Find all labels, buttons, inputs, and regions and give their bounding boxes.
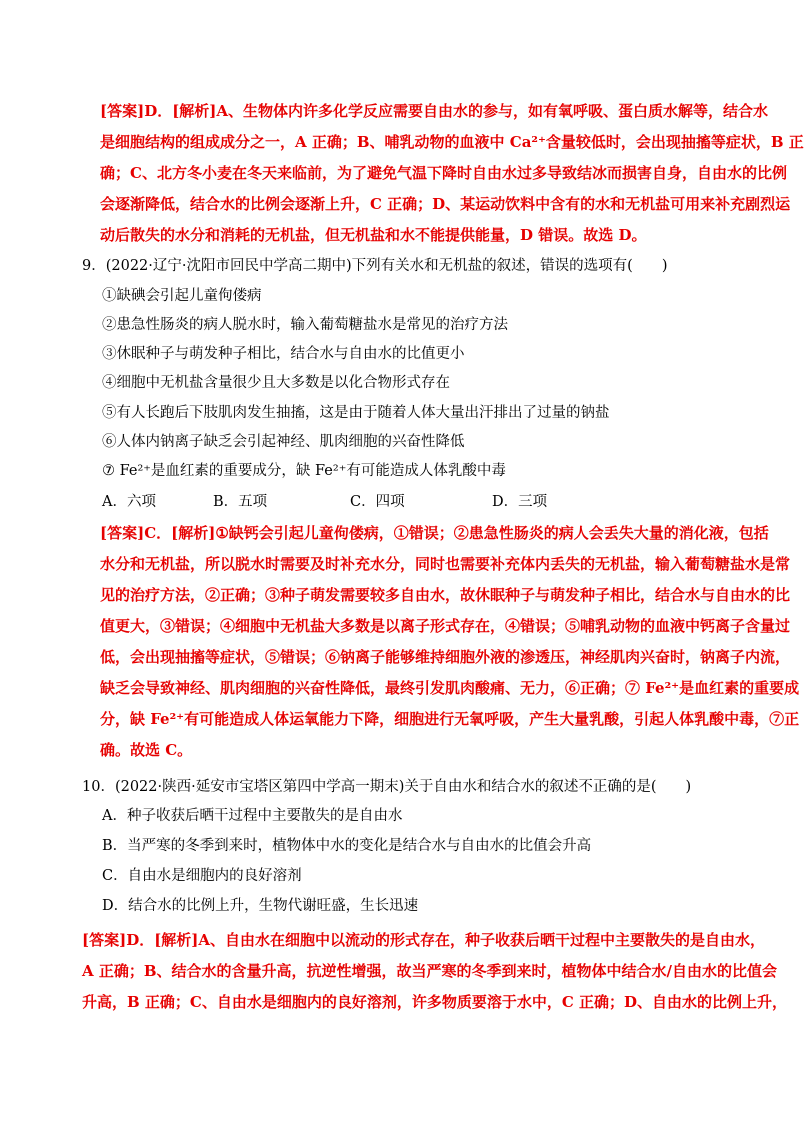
option-b: B．当严寒的冬季到来时，植物体中水的变化是结合水与自由水的比值会升高	[102, 838, 592, 854]
answer-line: 确；C、北方冬小麦在冬天来临前，为了避免气温下降时自由水过多导致结冰而损害自身，自由水的比例	[100, 164, 787, 182]
option-a: A．种子收获后晒干过程中主要散失的是自由水	[102, 808, 403, 824]
answer-line: 分，缺 Fe²⁺有可能造成人体运氧能力下降，细胞进行无氧呼吸，产生大量乳酸，引起人体乳酸中毒，⑦正	[100, 710, 800, 728]
statement-item: ③休眠种子与萌发种子相比，结合水与自由水的比值更小	[102, 346, 465, 362]
answer-line: A 正确；B、结合水的含量升高，抗逆性增强，故当严寒的冬季到来时，植物体中结合水/自由水的比值会	[82, 962, 778, 980]
option-d: D．结合水的比例上升，生物代谢旺盛，生长迅速	[102, 898, 419, 914]
option-c: C．自由水是细胞内的良好溶剂	[102, 868, 302, 884]
choice-c: C．四项	[350, 494, 405, 510]
statement-item: ⑦ Fe²⁺是血红素的重要成分，缺 Fe²⁺有可能造成人体乳酸中毒	[102, 463, 506, 479]
choice-d: D．三项	[492, 494, 548, 510]
answer-line: 水分和无机盐，所以脱水时需要及时补充水分，同时也需要补充体内丢失的无机盐，输入葡萄糖盐水是常	[100, 555, 791, 573]
answer-explanation-3	[82, 925, 788, 1018]
answer-line: 确。故选 C。	[100, 741, 193, 759]
answer-line: [答案]C．[解析]①缺钙会引起儿童佝偻病，①错误；②患急性肠炎的病人会丢失大量的消化液，包括	[100, 524, 769, 542]
answer-line: [答案]D．[解析]A、自由水在细胞中以流动的形式存在，种子收获后晒干过程中主要散失的是自由水，	[82, 931, 766, 949]
choice-a: A．六项	[102, 494, 156, 510]
statement-item: ④细胞中无机盐含量很少且大多数是以化合物形式存在	[102, 375, 450, 391]
statement-item: ⑤有人长跑后下肢肌肉发生抽搐，这是由于随着人体大量出汗排出了过量的钠盐	[102, 405, 610, 421]
answer-line: 会逐渐降低，结合水的比例会逐渐上升，C 正确；D、某运动饮料中含有的水和无机盐可用来补充剧烈运	[100, 195, 791, 213]
answer-line: 缺乏会导致神经、肌肉细胞的兴奋性降低，最终引发肌肉酸痛、无力，⑥正确；⑦ Fe²⁺是血红素的重要成	[100, 679, 800, 697]
statement-item: ⑥人体内钠离子缺乏会引起神经、肌肉细胞的兴奋性降低	[102, 434, 465, 450]
answer-line: 低，会出现抽搐等症状，⑤错误；⑥钠离子能够维持细胞外液的渗透压，神经肌肉兴奋时，钠离子内流，	[100, 648, 791, 666]
choice-b: B．五项	[213, 494, 268, 510]
question-10-stem: 10．(2022·陕西·延安市宝塔区第四中学高一期末)关于自由水和结合水的叙述不正确的是( )	[82, 779, 692, 795]
answer-line: 是细胞结构的组成成分之一，A 正确；B、哺乳动物的血液中 Ca²⁺含量较低时，会出现抽搐等症状，B 正	[100, 133, 804, 151]
answer-explanation-2	[100, 518, 800, 766]
statement-item: ②患急性肠炎的病人脱水时，输入葡萄糖盐水是常见的治疗方法	[102, 317, 508, 333]
statement-item: ①缺碘会引起儿童佝偻病	[102, 288, 262, 304]
answer-line: 动后散失的水分和消耗的无机盐，但无机盐和水不能提供能量，D 错误。故选 D。	[100, 226, 647, 244]
answer-line: [答案]D．[解析]A、生物体内许多化学反应需要自由水的参与，如有氧呼吸、蛋白质水解等，结合水	[100, 102, 769, 120]
answer-line: 见的治疗方法，②正确；③种子萌发需要较多自由水，故休眠种子与萌发种子相比，结合水与自由水的比	[100, 586, 791, 604]
answer-line: 值更大，③错误；④细胞中无机盐大多数是以离子形式存在，④错误；⑤哺乳动物的血液中钙离子含量过	[100, 617, 791, 635]
answer-line: 升高，B 正确；C、自由水是细胞内的良好溶剂，许多物质要溶于水中，C 正确；D、自由水的比例上升，	[82, 993, 788, 1011]
question-9-stem: 9．(2022·辽宁·沈阳市回民中学高二期中)下列有关水和无机盐的叙述，错误的选项有( )	[82, 258, 668, 274]
answer-explanation-1	[100, 96, 804, 251]
